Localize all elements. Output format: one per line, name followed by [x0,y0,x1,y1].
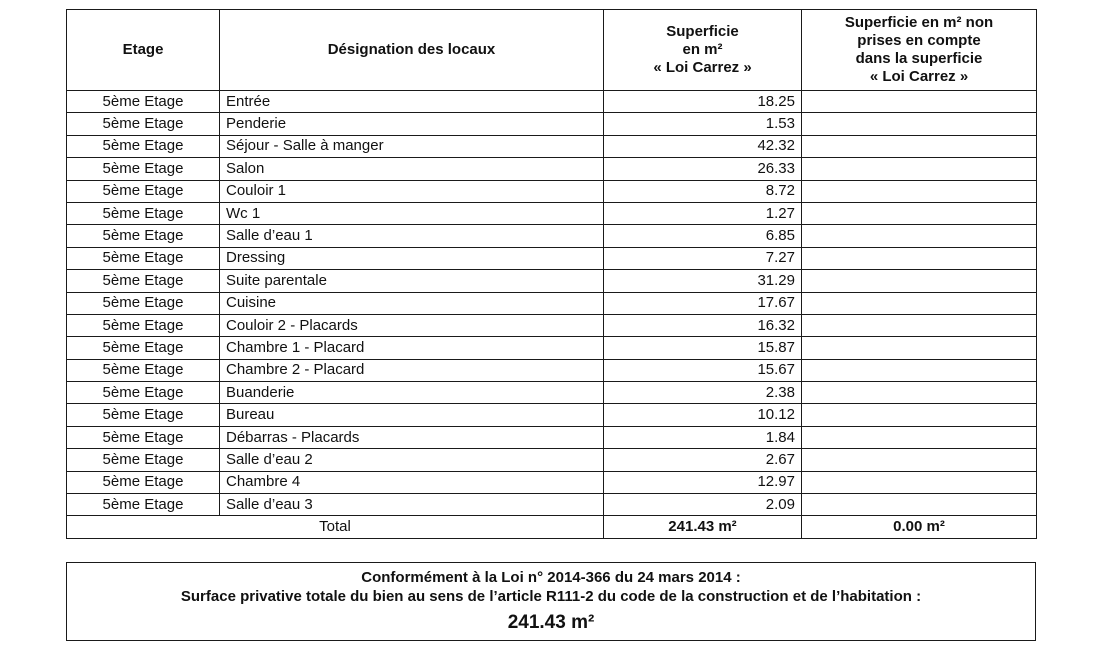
designation-cell: Couloir 1 [220,180,604,202]
table-header [67,10,1037,91]
surface-cell: 31.29 [604,270,802,292]
header-superficie-line: en m² [682,41,723,58]
table-row [67,426,1037,448]
excluded-surface-cell [802,359,1037,381]
surface-cell: 12.97 [604,471,802,493]
table-row [67,314,1037,336]
table-row [67,247,1037,269]
surface-cell: 26.33 [604,158,802,180]
table-row [67,471,1037,493]
etage-cell: 5ème Etage [67,135,220,157]
designation-cell: Suite parentale [220,270,604,292]
surface-table [66,9,1037,539]
table-row [67,113,1037,135]
etage-cell: 5ème Etage [67,247,220,269]
header-superficie-line: « Loi Carrez » [653,59,752,76]
designation-cell: Débarras - Placards [220,426,604,448]
designation-cell: Salle d’eau 2 [220,449,604,471]
surface-cell: 1.27 [604,202,802,224]
designation-cell: Wc 1 [220,202,604,224]
designation-cell: Chambre 1 - Placard [220,337,604,359]
conformity-total-surface: 241.43 m² [507,612,595,633]
surface-cell: 2.09 [604,494,802,516]
etage-cell: 5ème Etage [67,270,220,292]
designation-cell: Entrée [220,91,604,113]
header-non-prises-line: « Loi Carrez » [869,68,969,85]
table-row [67,404,1037,426]
total-excluded: 0.00 m² [802,516,1037,538]
excluded-surface-cell [802,426,1037,448]
surface-cell: 42.32 [604,135,802,157]
surface-cell: 2.38 [604,382,802,404]
total-row [67,516,1037,538]
excluded-surface-cell [802,314,1037,336]
surface-cell: 15.87 [604,337,802,359]
etage-cell: 5ème Etage [67,494,220,516]
table-row [67,359,1037,381]
total-label: Total [67,516,604,538]
table-row [67,382,1037,404]
header-superficie [604,10,802,91]
designation-cell: Salon [220,158,604,180]
header-etage: Etage [67,10,220,91]
total-surface: 241.43 m² [604,516,802,538]
surface-cell: 18.25 [604,91,802,113]
surface-cell: 7.27 [604,247,802,269]
surface-cell: 2.67 [604,449,802,471]
excluded-surface-cell [802,404,1037,426]
etage-cell: 5ème Etage [67,337,220,359]
etage-cell: 5ème Etage [67,382,220,404]
etage-cell: 5ème Etage [67,113,220,135]
conformity-law-line: Conformément à la Loi n° 2014-366 du 24 mars 2014 : [361,569,741,586]
excluded-surface-cell [802,158,1037,180]
designation-cell: Dressing [220,247,604,269]
excluded-surface-cell [802,292,1037,314]
designation-cell: Chambre 4 [220,471,604,493]
table-body [67,91,1037,539]
excluded-surface-cell [802,91,1037,113]
excluded-surface-cell [802,135,1037,157]
etage-cell: 5ème Etage [67,404,220,426]
etage-cell: 5ème Etage [67,314,220,336]
etage-cell: 5ème Etage [67,292,220,314]
surface-cell: 8.72 [604,180,802,202]
excluded-surface-cell [802,382,1037,404]
etage-cell: 5ème Etage [67,225,220,247]
surface-cell: 16.32 [604,314,802,336]
designation-cell: Salle d’eau 3 [220,494,604,516]
table-row [67,202,1037,224]
header-non-prises-line: dans la superficie [855,50,983,67]
designation-cell: Cuisine [220,292,604,314]
table-row [67,337,1037,359]
table-row [67,270,1037,292]
excluded-surface-cell [802,337,1037,359]
designation-cell: Bureau [220,404,604,426]
excluded-surface-cell [802,180,1037,202]
excluded-surface-cell [802,449,1037,471]
designation-cell: Penderie [220,113,604,135]
designation-cell: Séjour - Salle à manger [220,135,604,157]
excluded-surface-cell [802,225,1037,247]
excluded-surface-cell [802,202,1037,224]
surface-cell: 10.12 [604,404,802,426]
surface-cell: 1.53 [604,113,802,135]
conformity-description-line: Surface privative totale du bien au sens de l’article R111-2 du code de la construction et de l’habitation : [180,588,922,605]
table-row [67,494,1037,516]
etage-cell: 5ème Etage [67,158,220,180]
table-row [67,91,1037,113]
table-row [67,180,1037,202]
header-non-prises-line: prises en compte [857,32,981,49]
header-non-prises-line: Superficie en m² non [844,14,994,31]
surface-cell: 6.85 [604,225,802,247]
header-superficie-line: Superficie [666,23,739,40]
designation-cell: Chambre 2 - Placard [220,359,604,381]
table-row [67,449,1037,471]
etage-cell: 5ème Etage [67,180,220,202]
table-row [67,292,1037,314]
header-non-prises [802,10,1037,91]
header-designation: Désignation des locaux [220,10,604,91]
table-row [67,225,1037,247]
etage-cell: 5ème Etage [67,91,220,113]
etage-cell: 5ème Etage [67,359,220,381]
excluded-surface-cell [802,494,1037,516]
surface-cell: 17.67 [604,292,802,314]
excluded-surface-cell [802,113,1037,135]
surface-cell: 15.67 [604,359,802,381]
surface-cell: 1.84 [604,426,802,448]
etage-cell: 5ème Etage [67,426,220,448]
designation-cell: Buanderie [220,382,604,404]
etage-cell: 5ème Etage [67,449,220,471]
etage-cell: 5ème Etage [67,471,220,493]
etage-cell: 5ème Etage [67,202,220,224]
excluded-surface-cell [802,270,1037,292]
excluded-surface-cell [802,247,1037,269]
designation-cell: Salle d’eau 1 [220,225,604,247]
designation-cell: Couloir 2 - Placards [220,314,604,336]
conformity-box [66,562,1036,641]
table-row [67,135,1037,157]
excluded-surface-cell [802,471,1037,493]
table-row [67,158,1037,180]
